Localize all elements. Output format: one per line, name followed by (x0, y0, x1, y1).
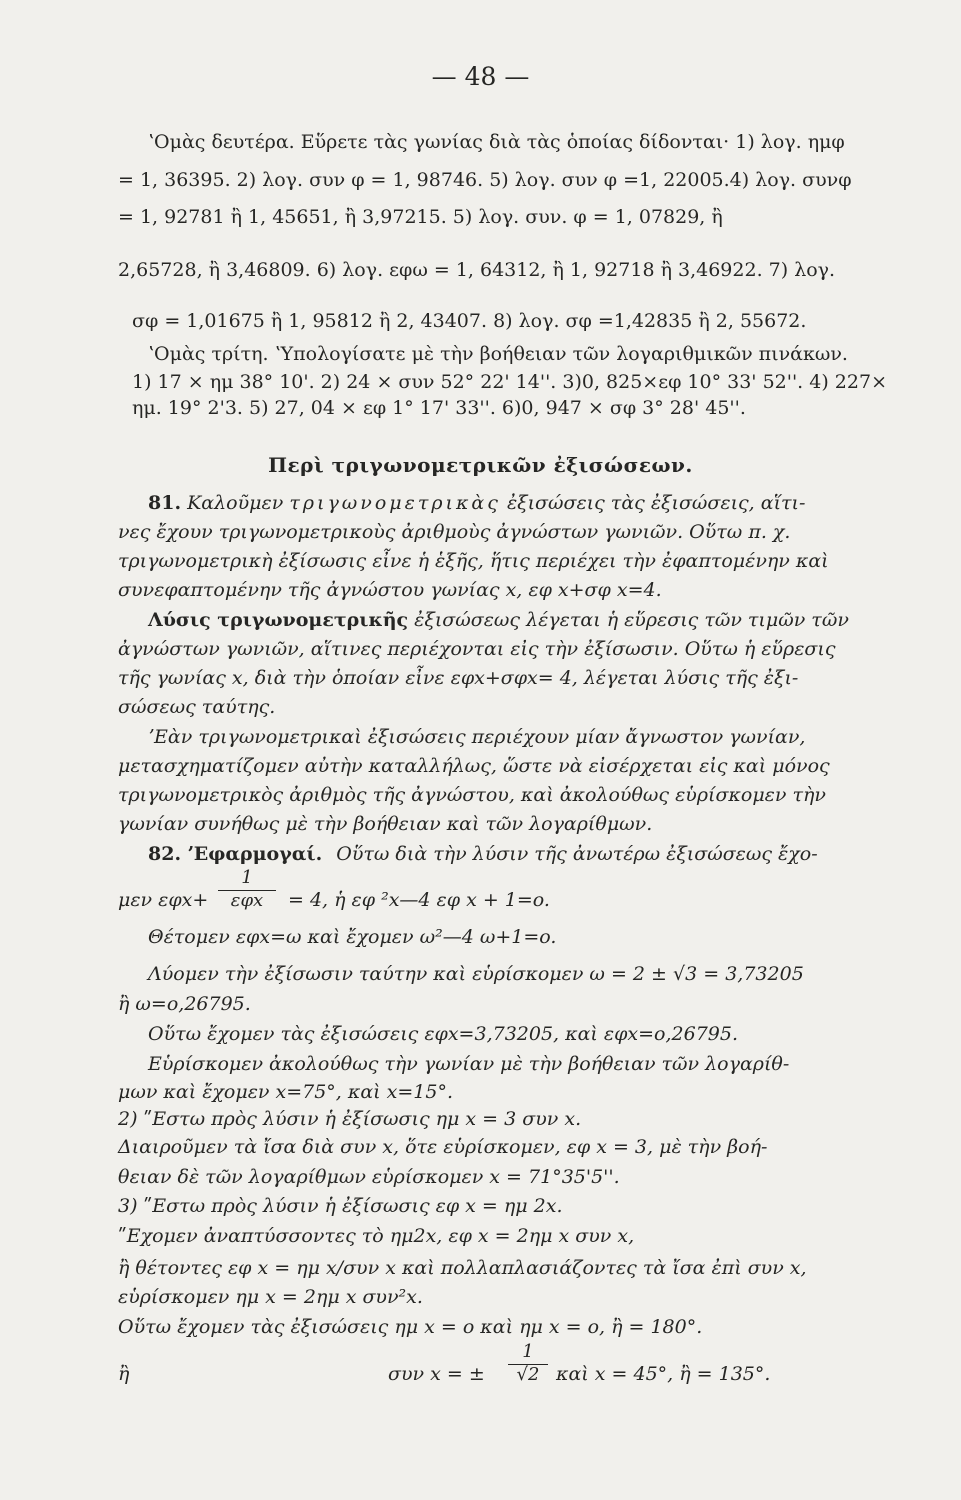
p82-line-3: Θέτομεν εφx=ω καὶ ἔχομεν ω²—4 ω+1=o. (148, 926, 557, 948)
p81-line-6: ἀγνώστων γωνιῶν, αἵτινες περιέχονται εἰς τὴν ἐξίσωσιν. Οὕτω ἡ εὕρεσις (118, 638, 836, 660)
p82-line-10: Διαιροῦμεν τὰ ἴσα διὰ συν x, ὅτε εὑρίσκομεν, εφ x = 3, μὲ τὴν βοή- (118, 1136, 768, 1158)
exercise-line-2: = 1, 36395. 2) λογ. συν φ = 1, 98746. 5) λογ. συν φ =1, 22005.4) λογ. συνφ (118, 169, 852, 191)
lusis-line (148, 608, 849, 632)
eq1-fraction-denominator: εφx (218, 890, 276, 911)
p81-word-1: Καλοῦμεν (187, 492, 284, 514)
p81-line-3: τριγωνομετρικὴ ἐξίσωσις εἶνε ἡ ἑξῆς, ἥτις περιέχει τὴν ἐφαπτομένην καὶ (118, 550, 829, 572)
last-fraction-numerator: 1 (522, 1341, 534, 1362)
lusis-term: Λύσις τριγωνομετρικῆς (148, 609, 409, 631)
p81-line-4: συνεφαπτομένην τῆς ἀγνώστου γωνίας x, εφ x+σφ x=4. (118, 579, 662, 601)
eq1-fraction (218, 868, 276, 911)
last-line-right: καὶ x = 45°, ἢ = 135°. (556, 1363, 771, 1385)
p82-line-6: Οὕτω ἔχομεν τὰς ἐξισώσεις εφx=3,73205, καὶ εφx=o,26795. (148, 1023, 739, 1045)
last-line-fraction (508, 1342, 548, 1385)
paragraph-number-82: 82. (148, 843, 182, 865)
p82-line-11: θειαν δὲ τῶν λογαρίθμων εὑρίσκομεν x = 71°35'5''. (118, 1166, 620, 1188)
p81-spaced-term: τριγωνομετρικὰς (289, 492, 501, 514)
paragraph-81-first-line (148, 491, 805, 515)
p81-line-8: σώσεως ταύτης. (118, 696, 276, 718)
p81-line-9: ʼΕὰν τριγωνομετρικαὶ ἐξισώσεις περιέχουν μίαν ἄγνωστον γωνίαν, (148, 726, 806, 748)
paragraph-number-81: 81. (148, 492, 182, 514)
p82-line-15: εὑρίσκομεν ημ x = 2ημ x συν²x. (118, 1286, 423, 1308)
p81-line-7: τῆς γωνίας x, διὰ τὴν ὁποίαν εἶνε εφx+σφx= 4, λέγεται λύσις τῆς ἐξι- (118, 667, 799, 689)
p81-line-11: τριγωνομετρικὸς ἀριθμὸς τῆς ἀγνώστου, καὶ ἀκολούθως εὑρίσκομεν τὴν (118, 784, 826, 806)
eq1-prefix: μεν εφx+ (118, 889, 209, 911)
exercise-line-8: ημ. 19° 2'3. 5) 27, 04 × εφ 1° 17' 33''. 6)0, 947 × σφ 3° 28' 45''. (132, 397, 746, 419)
exercise-line-1: ʽΟμὰς δευτέρα. Εὕρετε τὰς γωνίας διὰ τὰς ὁποίας δίδονται· 1) λογ. ημφ (148, 131, 845, 153)
p81-line-2: νες ἔχουν τριγωνομετρικοὺς ἀριθμοὺς ἀγνώστων γωνιῶν. Οὕτω π. χ. (118, 521, 791, 543)
p82-line-8: μων καὶ ἔχομεν x=75°, καὶ x=15°. (118, 1081, 454, 1103)
p81-line-12: γωνίαν συνήθως μὲ τὴν βοήθειαν καὶ τῶν λογαρίθμων. (118, 813, 653, 835)
exercise-line-7: 1) 17 × ημ 38° 10'. 2) 24 × συν 52° 22' 14''. 3)0, 825×εφ 10° 33' 52''. 4) 227× (132, 371, 887, 393)
p82-line-7: Εὑρίσκομεν ἀκολούθως τὴν γωνίαν μὲ τὴν βοήθειαν τῶν λογαρίθ- (148, 1053, 790, 1075)
p82-line-14: ἢ θέτοντες εφ x = ημ x/συν x καὶ πολλαπλασιάζοντες τὰ ἴσα ἐπὶ συν x, (118, 1257, 807, 1279)
last-line-mid: συν x = ± (388, 1363, 485, 1385)
p82-line-4: Λύομεν τὴν ἐξίσωσιν ταύτην καὶ εὑρίσκομεν ω = 2 ± √3 = 3,73205 (148, 963, 804, 985)
page-number: — 48 — (431, 62, 530, 91)
p82-line-13: ʺΕχομεν ἀναπτύσσοντες τὸ ημ2x, εφ x = 2ημ x συν x, (118, 1225, 635, 1247)
exercise-line-3: = 1, 92781 ἢ 1, 45651, ἢ 3,97215. 5) λογ. συν. φ = 1, 07829, ἢ (118, 206, 723, 228)
eq1-fraction-numerator: 1 (241, 867, 253, 888)
lusis-rest: ἐξισώσεως λέγεται ἡ εὕρεσις τῶν τιμῶν τῶν (414, 609, 849, 631)
exercise-line-4: 2,65728, ἢ 3,46809. 6) λογ. εφω = 1, 64312, ἢ 1, 92718 ἢ 3,46922. 7) λογ. (118, 259, 836, 281)
p82-line-1-rest: Οὕτω διὰ τὴν λύσιν τῆς ἀνωτέρω ἐξισώσεως ἔχο- (336, 843, 818, 865)
p82-line-12: 3) ʺΕστω πρὸς λύσιν ἡ ἐξίσωσις εφ x = ημ 2x. (118, 1195, 563, 1217)
p82-line-16: Οὕτω ἔχομεν τὰς ἐξισώσεις ημ x = o καὶ ημ x = o, ἢ = 180°. (118, 1316, 703, 1338)
p82-equation-1 (118, 888, 208, 912)
section-heading: Περὶ τριγωνομετρικῶν ἐξισώσεων. (268, 453, 693, 477)
last-fraction-denominator: √2 (508, 1364, 548, 1385)
p82-line-9: 2) ʺΕστω πρὸς λύσιν ἡ ἐξίσωσις ημ x = 3 συν x. (118, 1108, 582, 1130)
eq1-suffix: = 4, ἡ εφ ²x—4 εφ x + 1=o. (288, 889, 550, 911)
paragraph-82-first-line (148, 842, 818, 866)
p82-title: ʼΕφαρμογαί. (187, 843, 323, 865)
p81-line-10: μετασχηματίζομεν αὐτὴν καταλλήλως, ὥστε νὰ εἰσέρχεται εἰς καὶ μόνος (118, 755, 830, 777)
p81-line-1-rest: ἐξισώσεις τὰς ἐξισώσεις, αἵτι- (506, 492, 806, 514)
last-line-prefix: ἢ (118, 1363, 130, 1385)
p82-line-5: ἢ ω=o,26795. (118, 993, 251, 1015)
exercise-line-6: ʽΟμὰς τρίτη. ʽΥπολογίσατε μὲ τὴν βοήθειαν τῶν λογαριθμικῶν πινάκων. (148, 343, 848, 365)
exercise-line-5: σφ = 1,01675 ἢ 1, 95812 ἢ 2, 43407. 8) λογ. σφ =1,42835 ἢ 2, 55672. (132, 310, 807, 332)
